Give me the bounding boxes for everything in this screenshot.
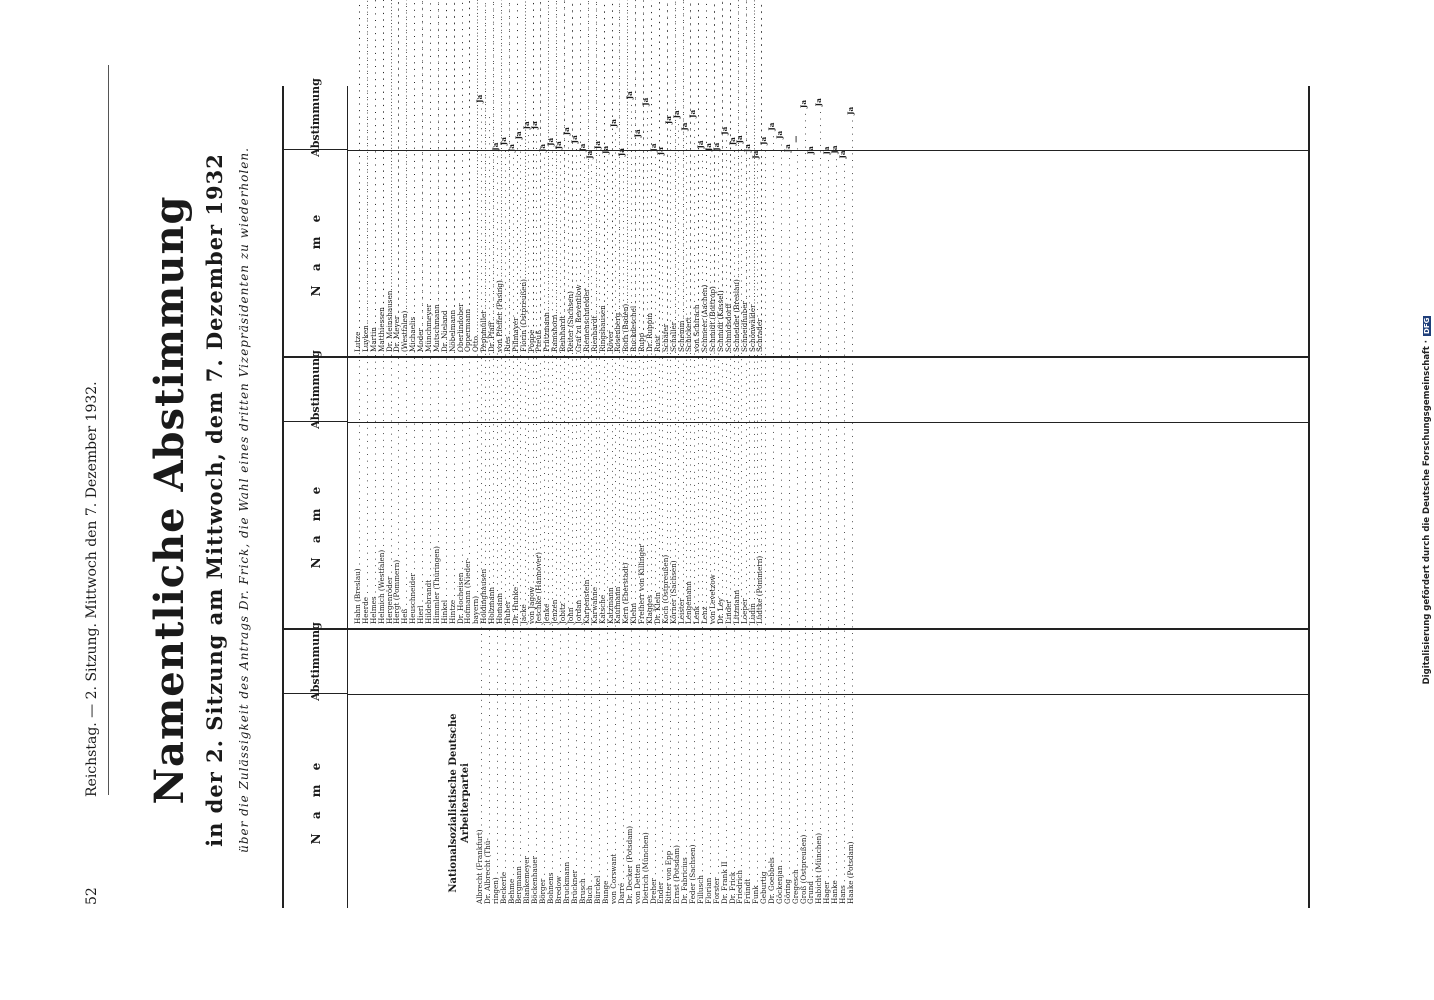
- party-heading: Nationalsozialistische Deutsche Arbeiterpartei: [448, 713, 471, 893]
- member-name: Katzmann . . .: [607, 0, 615, 624]
- member-name: Prützmann . . .: [543, 0, 551, 352]
- vote-value: Ja: [814, 98, 824, 107]
- member-name: Kaufmann . . .: [614, 0, 622, 624]
- member-name: von Corswant . . .: [610, 127, 618, 904]
- member-name: Beckerle . . .: [500, 145, 508, 904]
- member-name: Gregesch . . .: [792, 143, 800, 904]
- name-header: N a m e: [308, 209, 323, 297]
- member-name: Lutze . . .: [354, 0, 362, 352]
- member-name: Bergmann . . .: [515, 139, 523, 904]
- vote-value: Ja: [601, 145, 611, 154]
- member-name: Klagges . . .: [646, 0, 654, 624]
- member-name: Jacke . . .: [520, 0, 528, 624]
- member-name: Schaller . . .: [670, 0, 678, 352]
- member-name: Dietrich (München) . . .: [642, 106, 650, 904]
- member-name: Nöbelmann . . .: [449, 0, 457, 352]
- member-name: Ludin . . .: [749, 0, 757, 624]
- member-name: Dr. Meyer . . .: [393, 0, 401, 352]
- member-name: Schmidsdorff . . .: [725, 0, 733, 352]
- member-name: Bredow . . .: [555, 149, 563, 904]
- member-name: Schäfer . . .: [662, 0, 670, 352]
- member-name: Feder (Sachsen) . . .: [689, 118, 697, 904]
- member-name: Roth (Baden) . . .: [622, 0, 630, 352]
- member-name: von Schirach . . .: [693, 0, 701, 352]
- member-name: Rienhardt . . .: [591, 0, 599, 352]
- column-divider: [348, 694, 1308, 695]
- vote-value: Ja: [695, 140, 705, 149]
- vote-value: Ja: [830, 145, 840, 154]
- member-name: Lenk . . .: [693, 0, 701, 624]
- member-name: Schrader . . .: [756, 0, 764, 352]
- member-name: Hergenröder . . .: [386, 0, 394, 624]
- vote-value: Ja: [837, 150, 847, 159]
- member-name: Bunge . . .: [602, 154, 610, 904]
- document-subtitle: in der 2. Sitzung am Mittwoch, dem 7. Dezember 1932: [202, 153, 227, 847]
- member-name: Fründt . . .: [744, 152, 752, 904]
- member-name: Oberlindober . . .: [457, 0, 465, 352]
- member-name: Kern (Eberstadt) . . .: [622, 0, 630, 624]
- member-name: Blankemeyer . . .: [523, 129, 531, 904]
- running-head-text: Reichstag. — 2. Sitzung. Mittwoch den 7. Dezember 1932.: [84, 381, 100, 797]
- vote-value: Ja: [514, 131, 524, 140]
- vote-value: Ja: [577, 143, 587, 152]
- vote-header: Abstimmung: [284, 358, 347, 422]
- member-name: Fillusch . . .: [697, 149, 705, 905]
- member-name: Schönwälder . . .: [749, 0, 757, 352]
- member-name: Ramshorn . . .: [551, 0, 559, 352]
- member-name: Göring . . .: [784, 152, 792, 904]
- member-name: Rupp . . .: [638, 0, 646, 352]
- member-name: Behme . . .: [508, 152, 516, 904]
- vote-value: Ja: [798, 100, 808, 109]
- member-name: Röver . . .: [607, 0, 615, 352]
- member-name: Friedrich . . .: [736, 143, 744, 904]
- member-name: Jordan . . .: [575, 0, 583, 624]
- member-name: Groß (Ostpreußen) . . .: [800, 108, 808, 904]
- member-name: Kiehn . . .: [630, 0, 638, 624]
- member-name: Peppmüller . . .: [480, 0, 488, 352]
- member-name: Körner (Sachsen) . . .: [670, 0, 678, 624]
- member-name: Reinhardt . . .: [559, 0, 567, 352]
- vote-value: Ja: [743, 144, 753, 153]
- member-name: Heß . . .: [401, 0, 409, 624]
- document-title: Namentliche Abstimmung: [146, 195, 193, 805]
- member-name: (Westfalen) . . .: [401, 0, 409, 352]
- vote-value: Ja: [782, 144, 792, 153]
- member-name: Bohnens . . .: [547, 146, 555, 904]
- member-name: Helmes . . .: [370, 0, 378, 624]
- member-name: Forster . . .: [713, 151, 721, 904]
- member-name: Bruckmann . . .: [563, 135, 571, 904]
- table-row: [756, 358, 764, 624]
- member-name: Riemenschneider . . .: [583, 0, 591, 352]
- member-name: Münchmeyer . . .: [425, 0, 433, 352]
- member-name: bayern) . . .: [472, 0, 480, 624]
- member-name: Homann . . .: [496, 0, 504, 624]
- member-name: Habicht (München) . . .: [815, 106, 823, 904]
- member-name: von Pfeffer (Pasing) . . .: [496, 0, 504, 352]
- vote-value: Ja: [719, 126, 729, 135]
- vote-value: Ja: [845, 106, 855, 115]
- member-name: Brückner . . .: [571, 143, 579, 904]
- vote-value: Ja: [766, 122, 776, 131]
- vote-value: Ja: [703, 143, 713, 152]
- member-name: Preuß . . .: [535, 0, 543, 352]
- vote-value: Ja: [490, 142, 500, 151]
- member-name: Ernst (Potsdam) . . .: [673, 118, 681, 904]
- vote-header: Abstimmung: [284, 630, 347, 694]
- vote-value: Ja: [593, 141, 603, 150]
- member-name: Haake (Potsdam) . . .: [847, 115, 855, 904]
- member-name: Hager . . .: [823, 155, 831, 904]
- member-name: Dr. Fabricius . . .: [681, 131, 689, 904]
- member-name: Jenke . . .: [543, 0, 551, 624]
- vote-value: Ja: [751, 150, 761, 159]
- page-number: 52: [84, 887, 100, 905]
- name-header: N a m e: [308, 481, 323, 569]
- name-header: N a m e: [308, 757, 323, 845]
- member-name: Schemm . . .: [678, 0, 686, 352]
- member-name: Heuschneider . . .: [409, 0, 417, 624]
- member-name: Ruckdeschel . . .: [630, 0, 638, 352]
- member-name: Ries . . .: [504, 0, 512, 352]
- member-name: von Levetzow . . .: [709, 0, 717, 624]
- member-name: Heerde . . .: [362, 0, 370, 624]
- vote-value: —: [790, 135, 800, 143]
- vote-value: Ja: [822, 146, 832, 155]
- vote-value: Ja: [617, 148, 627, 157]
- member-name: Hintze . . .: [449, 0, 457, 624]
- vote-value: Ja: [727, 137, 737, 146]
- credit-text: Digitalisierung gefördert durch die Deutsche Forschungsgemeinschaft ·: [1422, 339, 1432, 685]
- member-name: Dr. Ley . . .: [717, 0, 725, 624]
- vote-value: Ja: [648, 143, 658, 152]
- vote-value: Ja: [530, 121, 540, 130]
- member-name: Dr. Hocheisen . . .: [457, 0, 465, 624]
- member-name: Lengemann . . .: [685, 0, 693, 624]
- member-name: Ender . . .: [657, 155, 665, 904]
- member-name: Holdinghausen . . .: [480, 0, 488, 624]
- member-name: Buch . . .: [586, 159, 594, 904]
- member-name: Rust . . .: [654, 0, 662, 352]
- member-name: Ritter von Epp . . .: [665, 124, 673, 904]
- vote-value: Ja: [522, 121, 532, 130]
- member-name: Dr. Goebbels . . .: [768, 131, 776, 904]
- member-name: Albrecht (Frankfurt) . . .: [476, 103, 484, 904]
- vote-value: Ja: [506, 144, 516, 153]
- member-name: ringen) . . .: [492, 151, 500, 904]
- table-column-3: [284, 78, 1308, 358]
- vote-value: Ja: [538, 143, 548, 153]
- vote-value: Ja: [806, 146, 816, 155]
- vote-value: Ja: [640, 97, 650, 106]
- member-name: Darré . . .: [618, 156, 626, 904]
- member-name: Schmeer (Aachen) . . .: [701, 0, 709, 352]
- member-name: Reiter (Sachsen) . . .: [567, 0, 575, 352]
- vote-value: Ja: [585, 150, 595, 159]
- member-name: Michaelis . . .: [409, 0, 417, 352]
- member-name: Geburtig . . .: [760, 145, 768, 904]
- member-name: Poppe . . .: [528, 0, 536, 352]
- vote-value: Ja: [680, 122, 690, 131]
- member-name: Hergt (Pommern) . . .: [393, 0, 401, 624]
- member-name: Leister . . .: [678, 0, 686, 624]
- member-name: Katsche . . .: [599, 0, 607, 624]
- member-name: Funk . . .: [752, 159, 760, 904]
- vote-value: Ja: [609, 119, 619, 128]
- digitization-credit: [1422, 180, 1432, 820]
- row-list: [348, 358, 764, 628]
- vote-value: Ja: [672, 110, 682, 119]
- member-name: Dr. Decker (Potsdam) . . .: [626, 99, 634, 904]
- member-name: Otto . . .: [472, 0, 480, 352]
- header-rule: [108, 65, 109, 795]
- member-name: Linder . . .: [725, 0, 733, 624]
- member-name: Dr. Hunke . . .: [512, 0, 520, 624]
- member-name: Hans . . .: [839, 158, 847, 904]
- member-name: Hahn (Breslau) . . .: [354, 0, 362, 624]
- column-body: [348, 86, 1308, 356]
- member-name: Brusch . . .: [579, 152, 587, 904]
- column-body: [348, 358, 1308, 628]
- member-name: Jobitz . . .: [559, 0, 567, 624]
- member-name: Loeper . . .: [741, 0, 749, 624]
- member-name: Börger . . .: [539, 152, 547, 904]
- member-name: Dr. Meinshausen . . .: [386, 0, 394, 352]
- vote-value: Ja: [546, 137, 556, 146]
- member-name: von Detten . . .: [634, 137, 642, 904]
- column-header: [284, 78, 348, 356]
- member-name: Luyken . . .: [362, 0, 370, 352]
- member-name: Florian . . .: [705, 151, 713, 904]
- member-name: Helmich (Westfalen) . . .: [378, 0, 386, 624]
- vote-value: Ja: [735, 135, 745, 144]
- vote-value: Ja: [632, 129, 642, 138]
- member-name: Oppermann . . .: [464, 0, 472, 352]
- vote-value: Ja: [664, 116, 674, 125]
- member-name: Schickert . . .: [685, 0, 693, 352]
- member-name: Moder . . .: [417, 0, 425, 352]
- vote-value: Ja: [688, 109, 698, 118]
- member-name: Hanke . . .: [831, 154, 839, 904]
- member-name: Böckenhauer . . .: [531, 129, 539, 904]
- member-name: Göckenjan . . .: [776, 139, 784, 904]
- vote-value: Ja: [498, 137, 508, 146]
- member-name: Mutschmann . . .: [433, 0, 441, 352]
- vote-value: Ja: [774, 130, 784, 139]
- member-name: Litzmann . . .: [733, 0, 741, 624]
- member-name: Dr. Nieland . . .: [441, 0, 449, 352]
- member-name: Freiherr von Killinger . . .: [638, 0, 646, 624]
- member-name: Dr. Klein . . .: [654, 0, 662, 624]
- row-list: [348, 86, 764, 356]
- member-name: Ringshausen . . .: [599, 0, 607, 352]
- member-name: Dr. Frank II . . .: [721, 135, 729, 904]
- vote-table: [282, 78, 1310, 908]
- member-name: Rosenberg . . .: [614, 0, 622, 352]
- member-name: Hildebrandt . . .: [425, 0, 433, 624]
- member-name: Graf zu Reventlow . . .: [575, 0, 583, 352]
- vote-value: Ja: [561, 127, 571, 136]
- member-name: Hinkel . . .: [441, 0, 449, 624]
- member-name: Hierl . . .: [417, 0, 425, 624]
- member-name: Dr. Albrecht (Thü- . . .: [484, 111, 492, 904]
- vote-value: Ja: [759, 136, 769, 145]
- member-name: Grund . . .: [807, 154, 815, 904]
- member-name: Schmidt (Kassel) . . .: [717, 0, 725, 352]
- vote-subject: über die Zulässigkeit des Antrags Dr. Frick, die Wahl eines dritten Vizepräsidenten zu wiederholen.: [237, 147, 251, 853]
- member-name: Dr. Pfaff . . .: [488, 0, 496, 352]
- vote-value: Ja: [656, 147, 666, 156]
- column-divider: [348, 422, 1308, 423]
- member-name: Hofmann (Nieder- . . .: [464, 0, 472, 624]
- member-name: Jeschke (Hannover) . . .: [535, 0, 543, 624]
- member-name: Koch (Ostpreußen) . . .: [662, 0, 670, 624]
- table-column-2: [284, 350, 1308, 630]
- member-name: Holzmann . . .: [488, 0, 496, 624]
- member-name: Schneider (Breslau) . . .: [733, 0, 741, 352]
- column-divider: [348, 150, 1308, 151]
- member-name: Bürckel . . .: [594, 149, 602, 904]
- member-name: von Jagow . . .: [528, 0, 536, 624]
- member-name: Jenzen . . .: [551, 0, 559, 624]
- member-name: Dr. Ruppin . . .: [646, 0, 654, 352]
- member-name: Karpenstein . . .: [583, 0, 591, 624]
- member-name: Pillmayer . . .: [512, 0, 520, 352]
- member-name: Dreher . . .: [650, 152, 658, 904]
- member-name: Florin (Ostpreußen) . . .: [520, 0, 528, 352]
- member-name: Karwahne . . .: [591, 0, 599, 624]
- vote-value: Ja: [711, 142, 721, 151]
- member-name: Huber . . .: [504, 0, 512, 624]
- vote-value: Ja: [475, 94, 484, 103]
- member-name: Lenz . . .: [701, 0, 709, 624]
- column-header: [284, 350, 348, 628]
- member-name: John . . .: [567, 0, 575, 624]
- member-name: Matthiessen . . .: [378, 0, 386, 352]
- member-name: Himmler (Thüringen) . . .: [433, 0, 441, 624]
- member-name: Schneidhuber . . .: [741, 0, 749, 352]
- vote-header: Abstimmung: [284, 86, 347, 150]
- member-name: Schmidt (Bottrop) . . .: [709, 0, 717, 352]
- column-header: [284, 622, 348, 908]
- member-name: Lüdtke (Pommern) . . .: [756, 0, 764, 624]
- member-name: Dr. Frick . . .: [729, 145, 737, 904]
- member-name: Martin . . .: [370, 0, 378, 352]
- table-row: [756, 86, 764, 352]
- vote-value: Ja: [569, 135, 579, 144]
- vote-value: Ja: [624, 91, 634, 100]
- dfg-logo: DFG: [1423, 317, 1431, 334]
- table-row: [845, 106, 855, 904]
- vote-value: Ja: [553, 141, 563, 150]
